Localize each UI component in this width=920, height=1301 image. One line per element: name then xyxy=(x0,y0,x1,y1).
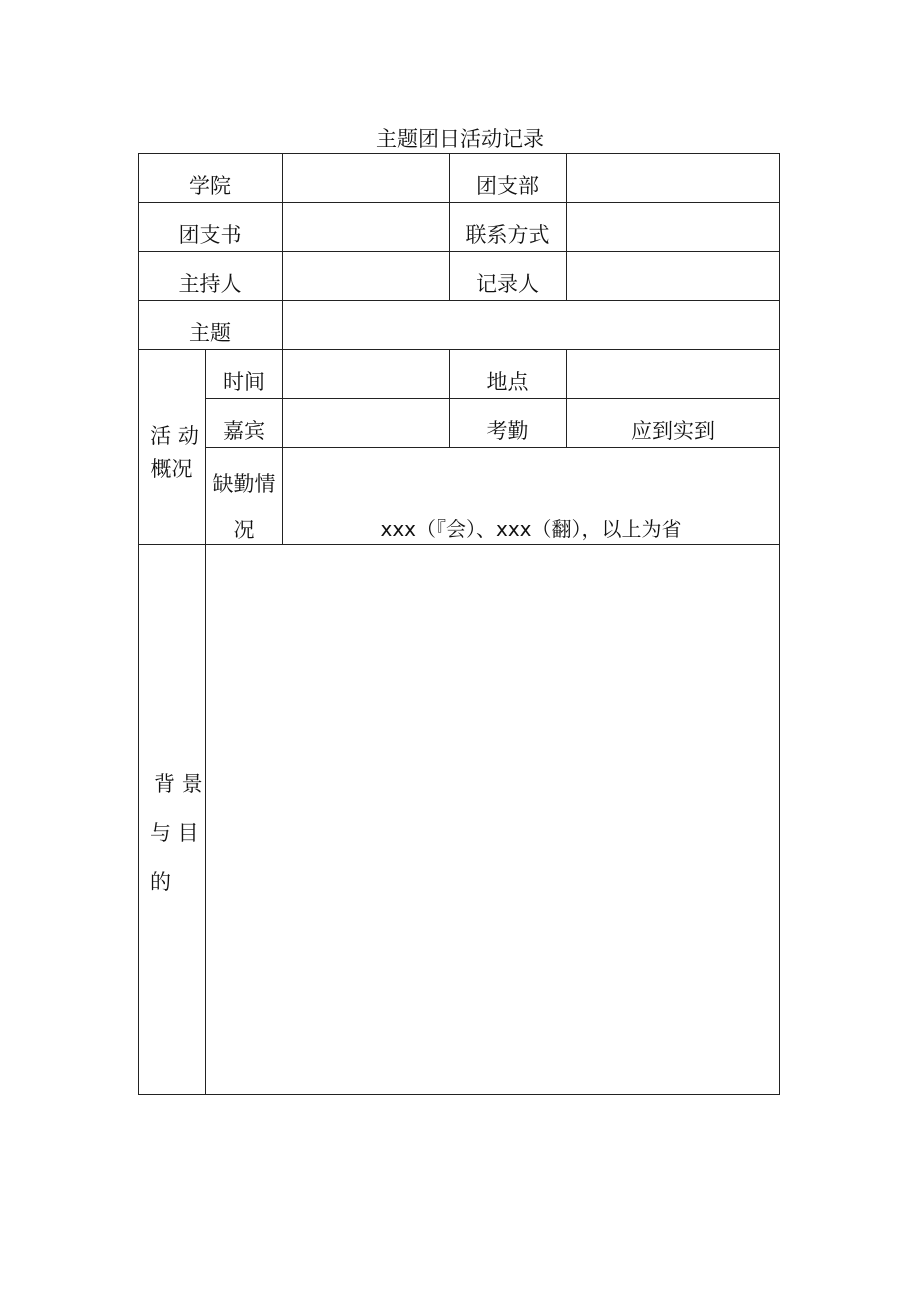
label-branch: 团支部 xyxy=(476,174,539,198)
document-title: 主题团日活动记录 xyxy=(376,127,544,151)
label-secretary: 团支书 xyxy=(178,223,242,247)
label-absence-line2: 况 xyxy=(233,518,255,542)
label-location: 地点 xyxy=(486,370,529,394)
field-absence[interactable]: xxx（『会）、xxx（翻），以上为省 xyxy=(380,517,682,541)
label-activity-overview xyxy=(138,420,205,486)
label-bg-line2: 与 目 xyxy=(150,821,199,845)
label-activity-line1: 活 动 xyxy=(150,424,199,448)
label-bg-line1: 背 景 xyxy=(154,772,203,796)
field-host[interactable] xyxy=(283,251,449,300)
table-border xyxy=(779,153,780,1095)
field-guest[interactable] xyxy=(283,398,449,447)
field-college[interactable] xyxy=(283,153,449,202)
table-border xyxy=(138,1094,780,1095)
label-time: 时间 xyxy=(223,370,265,394)
label-background-purpose xyxy=(144,760,204,907)
label-attendance: 考勤 xyxy=(486,419,529,443)
label-college: 学院 xyxy=(189,174,231,198)
label-contact: 联系方式 xyxy=(465,223,550,247)
label-theme: 主题 xyxy=(189,321,231,345)
field-recorder[interactable] xyxy=(567,251,779,300)
label-bg-line3: 的 xyxy=(150,870,171,894)
field-background-purpose[interactable] xyxy=(206,545,779,1094)
label-absence-line1: 缺勤情 xyxy=(212,472,276,496)
field-theme[interactable] xyxy=(283,300,779,349)
label-recorder: 记录人 xyxy=(476,272,539,296)
label-absence xyxy=(206,461,282,553)
field-contact[interactable] xyxy=(567,202,779,251)
field-attendance[interactable]: 应到实到 xyxy=(631,419,715,443)
field-branch[interactable] xyxy=(567,153,779,202)
field-time[interactable] xyxy=(283,349,449,398)
label-activity-line2: 概况 xyxy=(150,457,193,481)
field-location[interactable] xyxy=(567,349,779,398)
label-host: 主持人 xyxy=(178,272,242,296)
label-guest: 嘉宾 xyxy=(223,419,265,443)
field-secretary[interactable] xyxy=(283,202,449,251)
